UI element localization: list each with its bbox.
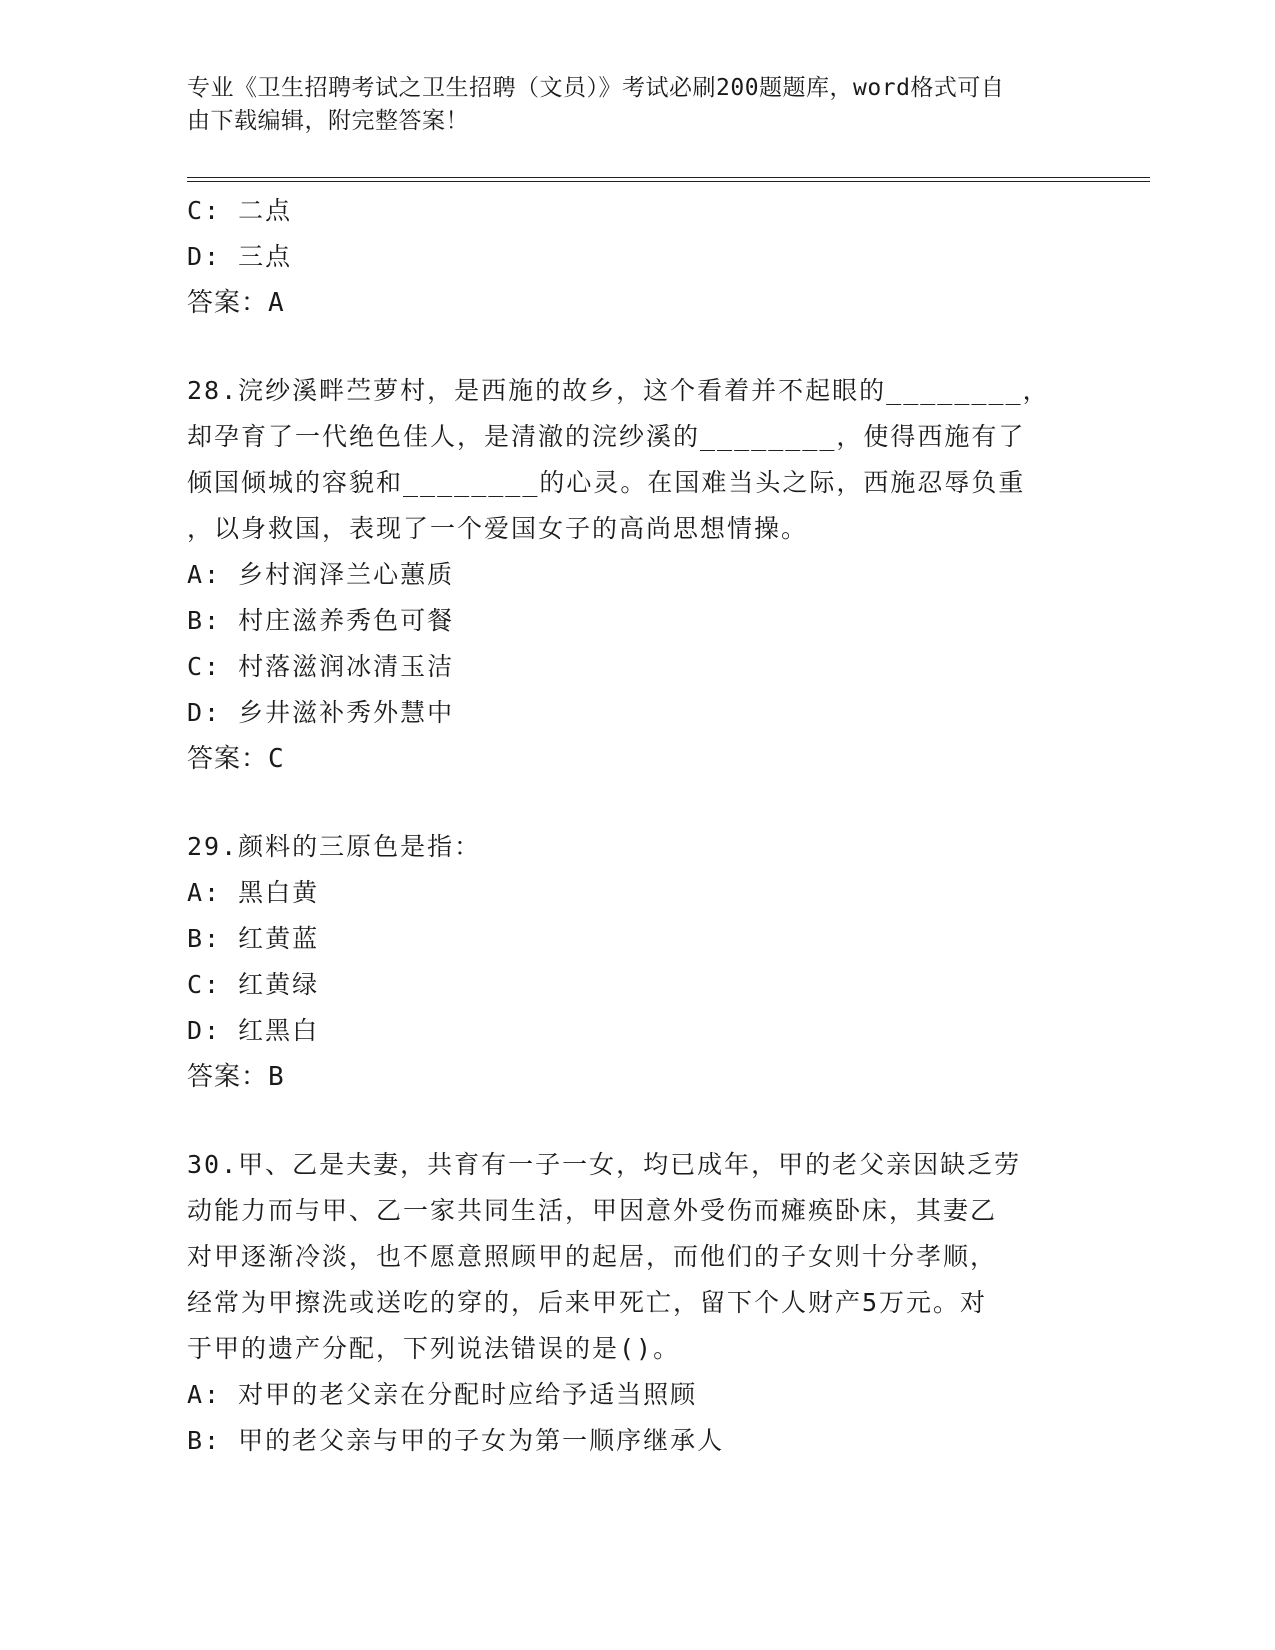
- document-body: [187, 188, 1087, 1464]
- q28-answer: 答案：C: [187, 744, 285, 774]
- q29-option-c: C: 红黄绿: [187, 970, 320, 999]
- q29-option-b: B: 红黄蓝: [187, 924, 320, 953]
- document-header: [187, 72, 1087, 138]
- q28-option-a: A: 乡村润泽兰心蕙质: [187, 560, 455, 589]
- q27-option-d: D: 三点: [187, 242, 293, 271]
- q28-stem-line-1: 28.浣纱溪畔苎萝村，是西施的故乡，这个看着并不起眼的________，: [187, 376, 1050, 405]
- question-27: [187, 188, 1087, 326]
- spacer: [187, 326, 1087, 368]
- question-28: [187, 368, 1087, 782]
- question-29: [187, 824, 1087, 1100]
- q30-stem-line-2: 动能力而与甲、乙一家共同生活，甲因意外受伤而瘫痪卧床，其妻乙: [187, 1196, 998, 1225]
- q28-stem-line-4: ，以身救国，表现了一个爱国女子的高尚思想情操。: [187, 514, 809, 543]
- q30-option-a: A: 对甲的老父亲在分配时应给予适当照顾: [187, 1380, 698, 1409]
- question-30: [187, 1142, 1087, 1464]
- header-line-2: 由下载编辑，附完整答案！: [187, 108, 469, 134]
- header-divider-bottom: [187, 181, 1150, 182]
- q29-answer: 答案：B: [187, 1062, 285, 1092]
- spacer: [187, 1100, 1087, 1142]
- header-line-1: 专业《卫生招聘考试之卫生招聘（文员）》考试必刷200题题库，word格式可自: [187, 75, 1005, 101]
- q27-option-c: C: 二点: [187, 196, 293, 225]
- q29-option-d: D: 红黑白: [187, 1016, 320, 1045]
- q30-stem-line-5: 于甲的遗产分配，下列说法错误的是()。: [187, 1334, 681, 1363]
- q30-stem-line-4: 经常为甲擦洗或送吃的穿的，后来甲死亡，留下个人财产5万元。对: [187, 1288, 988, 1317]
- spacer: [187, 782, 1087, 824]
- q28-option-b: B: 村庄滋养秀色可餐: [187, 606, 455, 635]
- q29-option-a: A: 黑白黄: [187, 878, 320, 907]
- q28-stem-line-3: 倾国倾城的容貌和________的心灵。在国难当头之际，西施忍辱负重: [187, 468, 1026, 497]
- q29-stem-line-1: 29.颜料的三原色是指：: [187, 832, 482, 861]
- q27-answer: 答案：A: [187, 288, 285, 318]
- q28-option-d: D: 乡井滋补秀外慧中: [187, 698, 455, 727]
- q30-stem-line-1: 30.甲、乙是夫妻，共育有一子一女，均已成年，甲的老父亲因缺乏劳: [187, 1150, 1022, 1179]
- q30-option-b: B: 甲的老父亲与甲的子女为第一顺序继承人: [187, 1426, 725, 1455]
- q28-option-c: C: 村落滋润冰清玉洁: [187, 652, 455, 681]
- header-divider-top: [187, 177, 1150, 178]
- q28-stem-line-2: 却孕育了一代绝色佳人，是清澈的浣纱溪的________，使得西施有了: [187, 422, 1026, 451]
- q30-stem-line-3: 对甲逐渐冷淡，也不愿意照顾甲的起居，而他们的子女则十分孝顺，: [187, 1242, 998, 1271]
